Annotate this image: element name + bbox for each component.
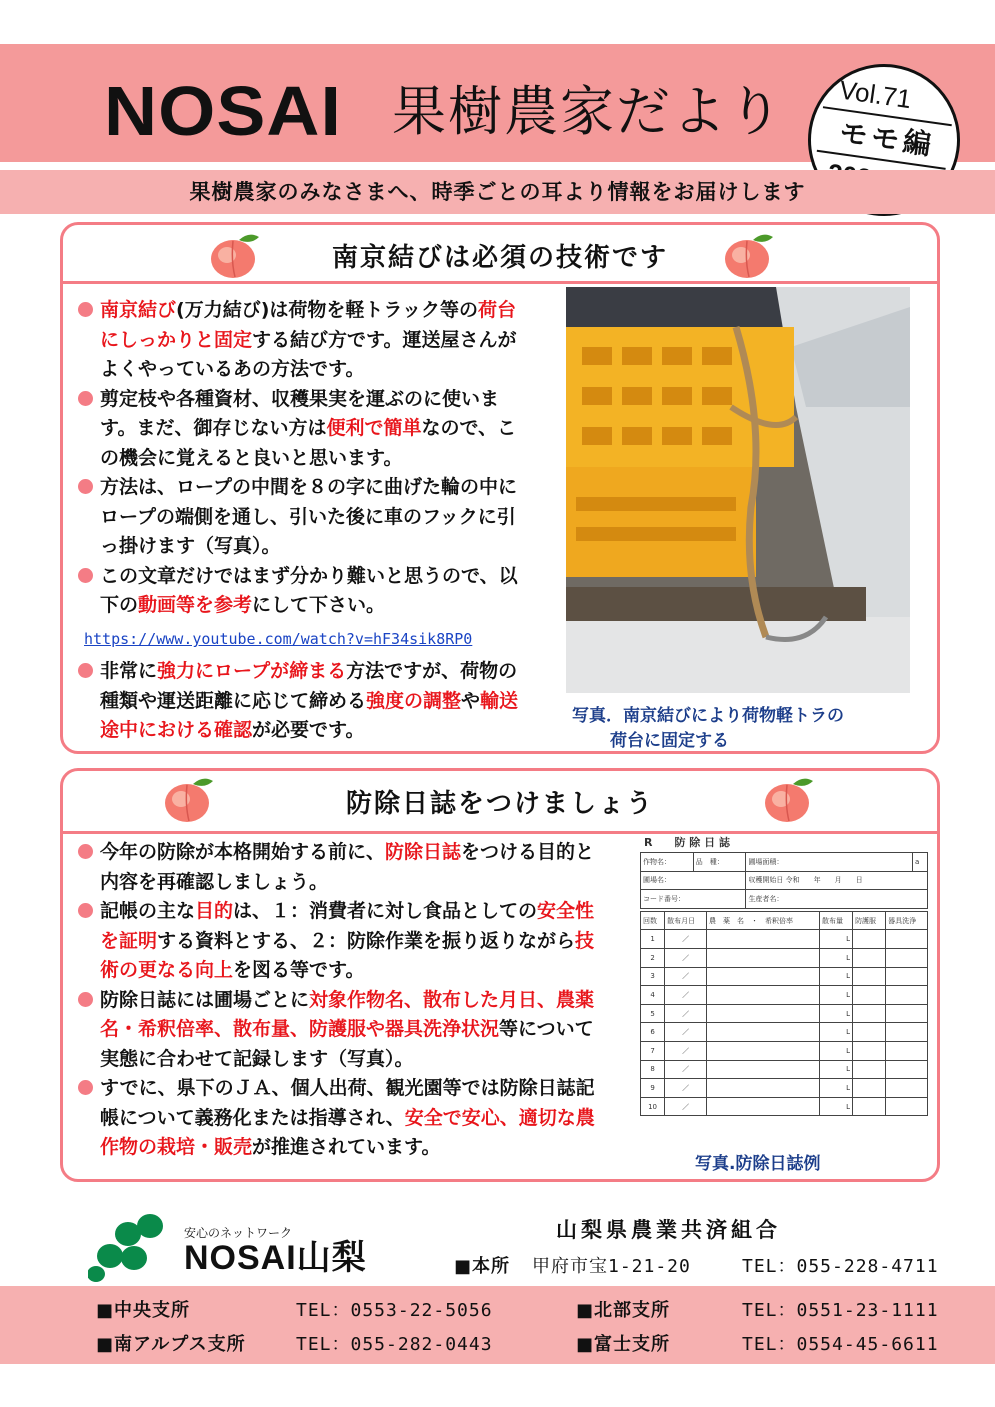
form-cell: ／ (665, 1023, 707, 1042)
form-cell (853, 930, 886, 949)
form-cell: 圃場名： (641, 871, 746, 890)
form-cell: 8 (641, 1060, 665, 1079)
page-title: 果樹農家だより (392, 80, 784, 143)
form-row (641, 1079, 928, 1098)
highlight-text: 荷台にしっかりと固定 (100, 299, 517, 351)
bullet-dot-icon (78, 844, 93, 859)
form-cell: ／ (665, 986, 707, 1005)
form-cell: 7 (641, 1041, 665, 1060)
peach-icon (763, 775, 815, 823)
form-cell: 10 (641, 1097, 665, 1116)
form-cell: ／ (665, 1060, 707, 1079)
form-cell (707, 1079, 820, 1098)
form-caption: 写真.防除日誌例 (695, 1154, 821, 1174)
form-title: R 防 除 日 誌 (644, 836, 730, 849)
body-text: すでに、県下のＪＡ、個人出荷、観光園等では防除日誌記帳について義務化または指導され、 (100, 1077, 595, 1129)
tagline: 果樹農家のみなさまへ、時季ごとの耳より情報をお届けします (189, 180, 806, 204)
form-cell: L (820, 930, 853, 949)
bullet-dot-icon (78, 992, 93, 1007)
branch-tel: TEL：0554-45-6611 (742, 1334, 939, 1355)
section-rule (63, 281, 937, 284)
section1-body (78, 296, 532, 621)
bullet-dot-icon (78, 479, 93, 494)
form-cell: 生産者名： (746, 890, 928, 909)
form-cell: L (820, 1060, 853, 1079)
form-cell (853, 1041, 886, 1060)
form-cell: L (820, 1004, 853, 1023)
form-cell: コード番号： (641, 890, 746, 909)
form-cell (707, 1041, 820, 1060)
form-cell (853, 948, 886, 967)
bullet-dot-icon (78, 302, 93, 317)
form-cell: L (820, 1041, 853, 1060)
form-cell (853, 986, 886, 1005)
bullet-item (78, 897, 604, 986)
form-cell: ／ (665, 930, 707, 949)
section-title: 防除日誌をつけましょう (345, 789, 654, 819)
video-link[interactable]: https://www.youtube.com/watch?v=hF34sik8RP0 (84, 630, 473, 648)
form-column-header: 器具洗浄 (886, 911, 928, 930)
section2-body (78, 838, 604, 1163)
form-column-header: 防護服 (853, 911, 886, 930)
form-cell: L (820, 986, 853, 1005)
photo-caption-line2: 荷台に固定する (610, 731, 729, 751)
hq-address: 甲府市宝1-21-20 (532, 1256, 691, 1277)
form-cell (886, 1097, 928, 1116)
branch-name: ■富士支所 (576, 1334, 671, 1355)
form-cell: 作物名： (641, 853, 694, 872)
form-cell (707, 1004, 820, 1023)
body-text: する結び方です。運送屋さんがよくやっているあの方法です。 (100, 328, 517, 380)
form-cell: a (913, 853, 928, 872)
bullet-dot-icon (78, 1080, 93, 1095)
branch-name: ■中央支所 (96, 1300, 191, 1321)
branch-tel: TEL：0553-22-5056 (296, 1300, 493, 1321)
form-cell: ／ (665, 1079, 707, 1098)
footer-logo-text: NOSAI山梨 (184, 1239, 367, 1277)
bullet-item (78, 657, 532, 746)
body-text: 防除日誌には圃場ごとに (100, 988, 310, 1011)
branch-tel: TEL：0551-23-1111 (742, 1300, 939, 1321)
form-cell (707, 967, 820, 986)
form-cell (707, 1023, 820, 1042)
form-cell (886, 930, 928, 949)
highlight-text: 便利で簡単 (326, 417, 422, 439)
highlight-text: 南京結び (100, 299, 177, 321)
highlight-text: 動画等を参考 (138, 594, 253, 616)
form-cell: L (820, 1079, 853, 1098)
form-cell: L (820, 1097, 853, 1116)
body-text: にして下さい。 (252, 594, 386, 616)
form-cell: 1 (641, 930, 665, 949)
form-row (641, 1023, 928, 1042)
form-cell: 圃場面積： (746, 853, 913, 872)
bullet-dot-icon (78, 903, 93, 918)
form-cell (886, 1079, 928, 1098)
issue-volume: Vol.71 (837, 74, 914, 115)
highlight-text: 強度の調整 (366, 689, 462, 712)
bullet-item (78, 473, 532, 562)
body-text: この文章だけではまず分かり難いと思うので、以下の (100, 564, 518, 616)
bullet-item (78, 385, 532, 474)
form-cell: 品 種： (693, 853, 746, 872)
highlight-text: 安全性を証明 (100, 900, 595, 952)
section1-body-last (78, 657, 532, 746)
spray-log-form (640, 834, 928, 1148)
form-row (641, 1004, 928, 1023)
form-column-header: 散布月日 (665, 911, 707, 930)
form-cell: 6 (641, 1023, 665, 1042)
body-text: 非常に (100, 660, 158, 682)
body-text: をつける目的と内容を再確認しましょう。 (100, 841, 595, 893)
body-text: 剪定枝や各種資材、収穫果実を運ぶのに使います。まだ、御存じない方は (100, 387, 500, 439)
body-text: は、１：消費者に対し食品としての (233, 900, 538, 922)
highlight-text: 技術の更なる向上 (100, 929, 595, 981)
form-cell (853, 1004, 886, 1023)
bullet-dot-icon (78, 663, 93, 678)
branch-name: ■南アルプス支所 (96, 1334, 246, 1355)
bullet-item (78, 562, 532, 621)
hq-tel: TEL：055-228-4711 (742, 1256, 939, 1277)
form-header-table (640, 852, 928, 909)
form-cell: ／ (665, 1097, 707, 1116)
form-cell: 5 (641, 1004, 665, 1023)
form-cell (853, 967, 886, 986)
body-text: 記帳の主な (100, 900, 196, 922)
photo-caption: 写真．南京結びにより荷物軽トラの (572, 706, 844, 726)
highlight-text: 目的 (195, 900, 234, 922)
body-text: 等について実態に合わせて記録します（写真）。 (100, 1018, 594, 1070)
form-row (641, 930, 928, 949)
body-text: する資料とする、２：防除作業を振り返りながら (157, 929, 576, 952)
body-text: が推進されています。 (252, 1136, 441, 1158)
form-cell: 4 (641, 986, 665, 1005)
form-cell (886, 1060, 928, 1079)
body-text: 今年の防除が本格開始する前に、 (100, 841, 386, 863)
form-row (641, 1097, 928, 1116)
branch-name: ■北部支所 (576, 1300, 671, 1321)
highlight-text: 対象作物名、散布した月日、農薬名・希釈倍率、散布量、防護服や器具洗浄状況 (100, 988, 595, 1040)
form-cell: L (820, 948, 853, 967)
form-row (641, 1060, 928, 1079)
form-cell: ／ (665, 1041, 707, 1060)
highlight-text: 輸送途中における確認 (100, 689, 519, 741)
form-column-header: 散布量 (820, 911, 853, 930)
form-row (641, 967, 928, 986)
form-cell (886, 1004, 928, 1023)
body-text: が必要です。 (252, 719, 365, 741)
form-cell: ／ (665, 1004, 707, 1023)
form-row (641, 1041, 928, 1060)
org-name: 山梨県農業共済組合 (556, 1218, 781, 1242)
hq-label: ■本所 (454, 1256, 511, 1277)
form-cell: ／ (665, 967, 707, 986)
nosai-clover-logo (88, 1214, 163, 1282)
form-cell: L (820, 1023, 853, 1042)
section-title: 南京結びは必須の技術です (331, 243, 668, 273)
form-cell (707, 930, 820, 949)
form-cell: ／ (665, 948, 707, 967)
form-cell (886, 1041, 928, 1060)
issue-edition: モモ編 (837, 115, 938, 162)
body-text: なので、この機会に覚えると良いと思います。 (100, 417, 517, 469)
bullet-dot-icon (78, 568, 93, 583)
body-text: (万力結び)は荷物を軽トラック等の (176, 299, 479, 321)
bullet-item (78, 1074, 604, 1163)
form-cell (886, 948, 928, 967)
form-cell: L (820, 967, 853, 986)
form-column-header: 回数 (641, 911, 665, 930)
form-cell (707, 986, 820, 1005)
form-cell: 収穫開始日 令和 年 月 日 (746, 871, 928, 890)
form-row (641, 948, 928, 967)
form-grid (640, 911, 928, 1117)
form-column-header: 農 薬 名 ・ 希釈倍率 (707, 911, 820, 930)
bullet-item (78, 296, 532, 385)
nosai-logo: NOSAI (104, 72, 343, 150)
form-cell (853, 1097, 886, 1116)
body-text: を図る等です。 (233, 959, 365, 981)
form-cell (853, 1023, 886, 1042)
form-row (641, 986, 928, 1005)
peach-icon (723, 231, 775, 279)
bullet-item (78, 986, 604, 1075)
body-text: 方法ですが、荷物の種類や運送距離に応じて締める (100, 660, 518, 712)
form-cell: 3 (641, 967, 665, 986)
form-cell (707, 1097, 820, 1116)
highlight-text: 強力にロープが締まる (157, 660, 347, 682)
highlight-text: 安全で安心、適切な農作物の栽培・販売 (100, 1106, 595, 1158)
form-cell (707, 1060, 820, 1079)
bullet-item (78, 838, 604, 897)
bullet-dot-icon (78, 391, 93, 406)
body-text: や (461, 689, 481, 712)
truck-photo (566, 287, 910, 693)
form-cell (853, 1079, 886, 1098)
form-cell: 2 (641, 948, 665, 967)
form-cell: 9 (641, 1079, 665, 1098)
body-text: 方法は、ロープの中間を８の字に曲げた輪の中にロープの端側を通し、引いた後に車のフックに引っ掛けます（写真）。 (100, 476, 518, 557)
form-cell (886, 986, 928, 1005)
form-cell (707, 948, 820, 967)
footer-logo-tagline: 安心のネットワーク (184, 1226, 293, 1240)
branch-tel: TEL：055-282-0443 (296, 1334, 493, 1355)
form-cell (853, 1060, 886, 1079)
form-cell (886, 1023, 928, 1042)
form-cell (886, 967, 928, 986)
highlight-text: 防除日誌 (385, 841, 462, 863)
